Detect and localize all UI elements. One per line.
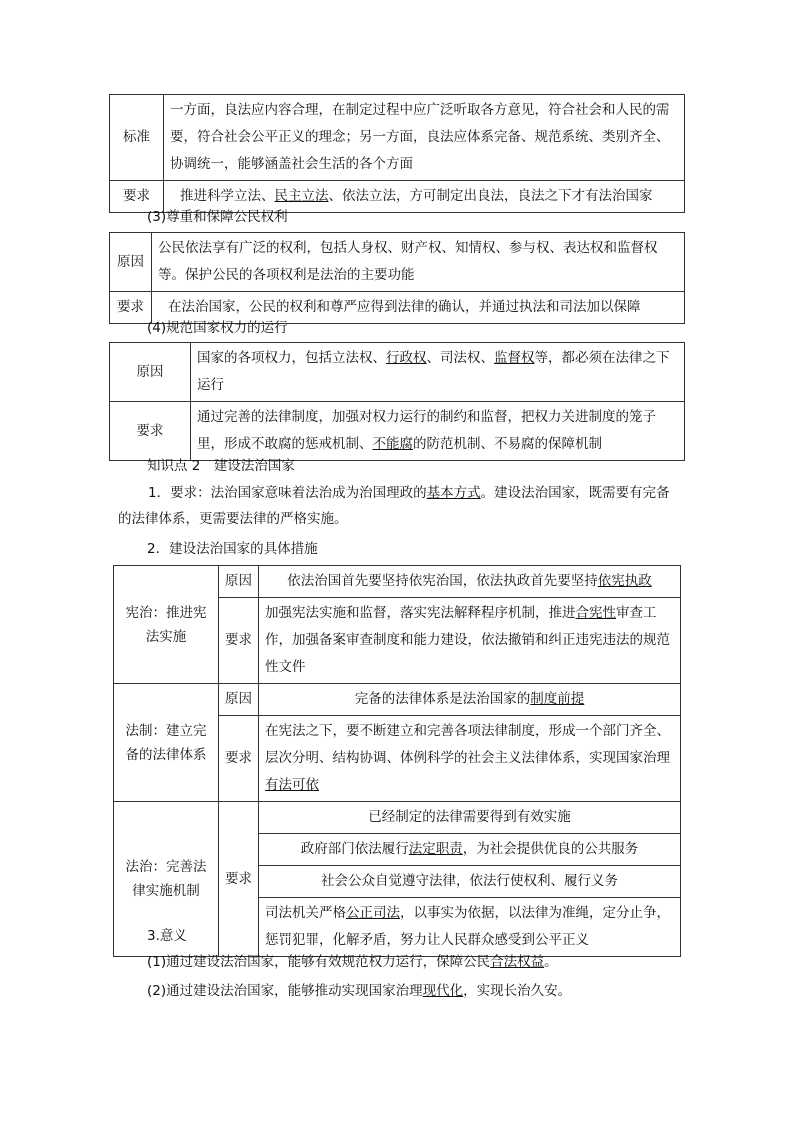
- reason-text: 公民依法享有广泛的权利，包括人身权、财产权、知情权、参与权、表达权和监督权等。保护公民的各项权利是法治的主要功能: [152, 233, 685, 292]
- standard-label: 标准: [110, 95, 164, 181]
- significance-point-1: (1)通过建设法治国家，能够有效规范权力运行，保障公民合法权益。: [147, 954, 558, 970]
- constitution-reason: 依法治国首先要坚持依宪治国，依法执政首先要坚持依宪执政: [259, 566, 681, 598]
- reason-label: 原因: [110, 343, 191, 402]
- requirement-label: 要求: [219, 802, 259, 957]
- rule-of-law-label: 法治：完善法律实施机制: [114, 802, 219, 957]
- knowledge-point-heading: 知识点 2 建设法治国家: [147, 458, 295, 474]
- reason-label: 原因: [219, 684, 259, 716]
- reason-text: 国家的各项权力，包括立法权、行政权、司法权、监督权等，都必须在法律之下运行: [191, 343, 685, 402]
- legal-system-requirement: 在宪法之下，要不断建立和完善各项法律制度，形成一个部门齐全、层次分明、结构协调、体例科学的社会主义法律体系，实现国家治理有法可依: [259, 716, 681, 802]
- measures-table: [113, 565, 681, 957]
- rule-line-3: 社会公众自觉遵守法律，依法行使权利、履行义务: [259, 866, 681, 898]
- significance-point-2: (2)通过建设法治国家，能够推动实现国家治理现代化，实现长治久安。: [147, 983, 572, 999]
- citizen-rights-table: [109, 232, 685, 324]
- requirement-label: 要求: [110, 181, 164, 213]
- section4-heading: (4)规范国家权力的运行: [147, 320, 288, 336]
- knowledge-item-2: 2．建设法治国家的具体措施: [147, 541, 318, 557]
- power-table: [109, 342, 685, 461]
- reason-label: 原因: [219, 566, 259, 598]
- requirement-label: 要求: [219, 716, 259, 802]
- constitution-requirement: 加强宪法实施和监督，落实宪法解释程序机制，推进合宪性审查工作，加强备案审查制度和能力建设，依法撤销和纠正违宪违法的规范性文件: [259, 598, 681, 684]
- standard-text: 一方面，良法应内容合理，在制定过程中应广泛听取各方意见，符合社会和人民的需要，符合社会公平正义的理念；另一方面，良法应体系完备、规范系统、类别齐全、协调统一，能够涵盖社会生活的各个方面: [164, 95, 685, 181]
- requirement-label: 要求: [219, 598, 259, 684]
- standard-table: [109, 94, 685, 213]
- constitution-label: 宪治：推进宪法实施: [114, 566, 219, 684]
- section3-heading: (3)尊重和保障公民权利: [147, 209, 288, 225]
- significance-heading: 3.意义: [147, 928, 187, 944]
- requirement-text: 推进科学立法、民主立法、依法立法，方可制定出良法，良法之下才有法治国家: [164, 181, 685, 213]
- legal-system-label: 法制：建立完备的法律体系: [114, 684, 219, 802]
- requirement-label: 要求: [110, 292, 152, 324]
- requirement-text: 在法治国家，公民的权利和尊严应得到法律的确认，并通过执法和司法加以保障: [152, 292, 685, 324]
- rule-line-4: 司法机关严格公正司法，以事实为依据，以法律为准绳，定分止争，惩罚犯罪，化解矛盾，努力让人民群众感受到公平正义: [259, 898, 681, 957]
- knowledge-item-1: 1．要求：法治国家意味着法治成为治国理政的基本方式。建设法治国家，既需要有完备的法律体系，更需要法律的严格实施。: [118, 485, 670, 527]
- requirement-text: 通过完善的法律制度，加强对权力运行的制约和监督，把权力关进制度的笼子里，形成不敢腐的惩戒机制、不能腐的防范机制、不易腐的保障机制: [191, 402, 685, 461]
- requirement-label: 要求: [110, 402, 191, 461]
- rule-line-1: 已经制定的法律需要得到有效实施: [259, 802, 681, 834]
- reason-label: 原因: [110, 233, 152, 292]
- legal-system-reason: 完备的法律体系是法治国家的制度前提: [259, 684, 681, 716]
- rule-line-2: 政府部门依法履行法定职责，为社会提供优良的公共服务: [259, 834, 681, 866]
